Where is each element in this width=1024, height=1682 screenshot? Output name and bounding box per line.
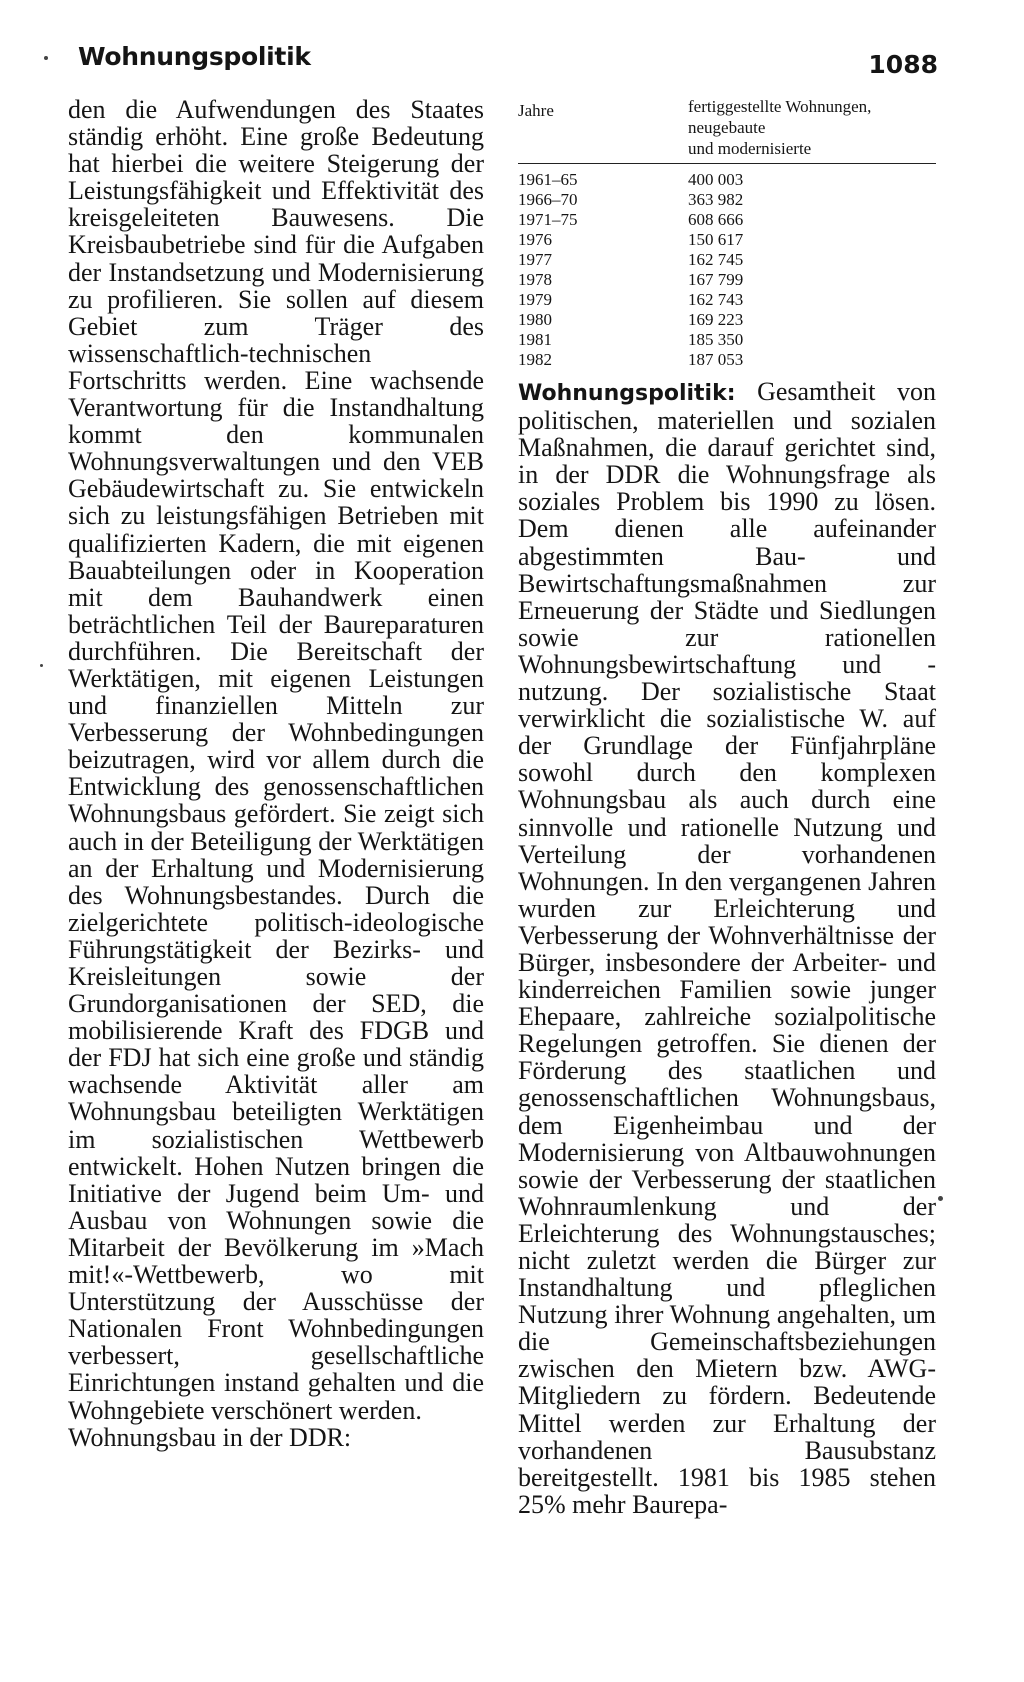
entry-text: Gesamtheit von politischen, materiellen und sozialen Maßnahmen, die darauf gerichtet sind, in der DDR die Wohnungsfrage als soziales Problem bis 1990 zu lösen. Dem dienen alle aufeinander abgestimmten Bau- und Bewirtschaftungsmaßnahmen zur Erneuerung der Städte und Siedlungen sowie zur rationellen Wohnungsbewirtschaftung und -nutzung. Der sozialistische Staat verwirklicht die sozialistische W. auf der Grundlage der Fünfjahrpläne sowohl durch den komplexen Wohnungsbau als auch durch eine sinnvolle und rationelle Nutzung und Verteilung der vorhandenen Wohnungen. In den vergangenen Jahren wurden zur Erleichterung und Verbesserung der Wohnverhältnisse der Bürger, insbesondere der Arbeiter- und kinderreichen Familien sowie junger Ehepaare, zahlreiche sozialpolitische Regelungen getroffen. Sie dienen der Förderung des staatlichen und genossenschaftlichen Wohnungsbaus, dem Eigenheimbau und der Modernisierung von Altbauwohnungen sowie der Verbesserung der staatlichen Wohnraumlenkung und der Erleichterung des Wohnungstausches; nicht zuletzt werden die Bürger zur Instandhaltung und pfleglichen Nutzung ihrer Wohnung angehalten, um die Gemeinschaftsbeziehungen zwischen den Mietern bzw. AWG-Mitgliedern zu fördern. Bedeutende Mittel werden zur Erhaltung der vorhandenen Bausubstanz bereitgestellt. 1981 bis 1985 stehen 25% mehr Baurepa- [518,377,936,1519]
table-row [518,250,936,270]
table-row [518,190,936,210]
cell-count: 187 053 [688,350,744,369]
page-number: 1088 [868,50,938,79]
cell-count: 608 666 [688,210,744,229]
column-header-dwellings [688,96,936,159]
table-caption: Wohnungsbau in der DDR: [68,1422,352,1452]
cell-year: 1978 [518,270,552,289]
cell-count: 363 982 [688,190,744,209]
column-header-years: Jahre [518,101,554,120]
cell-count: 162 743 [688,290,744,309]
cell-year: 1977 [518,250,552,269]
table-row [518,330,936,350]
cell-count: 167 799 [688,270,744,289]
left-column [68,96,484,1451]
cell-count: 185 350 [688,330,744,349]
column-header-line: neugebaute [688,118,766,137]
housing-table [518,96,936,370]
table-header [518,96,936,164]
table-row [518,170,936,190]
table-row [518,290,936,310]
cell-year: 1979 [518,290,552,309]
table-row [518,210,936,230]
cell-year: 1981 [518,330,552,349]
cell-count: 162 745 [688,250,744,269]
cell-year: 1966–70 [518,190,578,209]
right-column [518,96,936,1518]
cell-count: 400 003 [688,170,744,189]
table-row [518,310,936,330]
cell-year: 1971–75 [518,210,578,229]
cell-count: 150 617 [688,230,744,249]
print-speck [44,56,48,60]
print-speck [40,664,43,667]
entry-headword: Wohnungspolitik: [518,381,736,406]
dictionary-entry [518,378,936,1518]
table-row [518,350,936,370]
cell-count: 169 223 [688,310,744,329]
cell-year: 1976 [518,230,552,249]
table-row [518,270,936,290]
cell-year: 1980 [518,310,552,329]
print-speck [938,1196,943,1201]
cell-year: 1982 [518,350,552,369]
running-head-title: Wohnungspolitik [78,42,311,71]
left-column-paragraph: den die Aufwendungen des Staates ständig erhöht. Eine große Bedeutung hat hierbei die weitere Steigerung der Leistungsfähigkeit und Effektivität des kreisgeleiteten Bauwesens. Die Kreisbaubetriebe sind für die Aufgaben der Instandsetzung und Modernisierung zu profilieren. Sie sollen auf diesem Gebiet zum Träger des wissenschaftlich-technischen Fortschritts werden. Eine wachsende Verantwortung für die Instandhaltung kommt den kommunalen Wohnungsverwaltungen und den VEB Gebäudewirtschaft zu. Sie entwickeln sich zu leistungsfähigen Betrieben mit qualifizierten Kadern, die mit eigenen Bauabteilungen oder in Kooperation mit dem Bauhandwerk einen beträchtlichen Teil der Baureparaturen durchführen. Die Bereitschaft der Werktätigen, mit eigenen Leistungen und finanziellen Mitteln zur Verbesserung der Wohnbedingungen beizutragen, wird vor allem durch die Entwicklung des genossenschaftlichen Wohnungsbaus gefördert. Sie zeigt sich auch in der Beteiligung der Werktätigen an der Erhaltung und Modernisierung des Wohnungsbestandes. Durch die zielgerichtete politisch-ideologische Führungstätigkeit der Bezirks- und Kreisleitungen sowie der Grundorganisationen der SED, die mobilisierende Kraft des FDGB und der FDJ hat sich eine große und ständig wachsende Aktivität aller am Wohnungsbau beteiligten Werktätigen im sozialistischen Wettbewerb entwickelt. Hohen Nutzen bringen die Initiative der Jugend beim Um- und Ausbau von Wohnungen sowie die Mitarbeit der Bevölkerung im »Mach mit!«-Wettbewerb, wo mit Unterstützung der Ausschüsse der Nationalen Front Wohnbedingungen verbessert, gesellschaftliche Einrichtungen instand gehalten und die Wohngebiete verschönert werden. [68,95,484,1425]
table-row [518,230,936,250]
cell-year: 1961–65 [518,170,578,189]
column-header-line: und modernisierte [688,139,812,158]
column-header-line: fertiggestellte Wohnungen, [688,97,872,116]
